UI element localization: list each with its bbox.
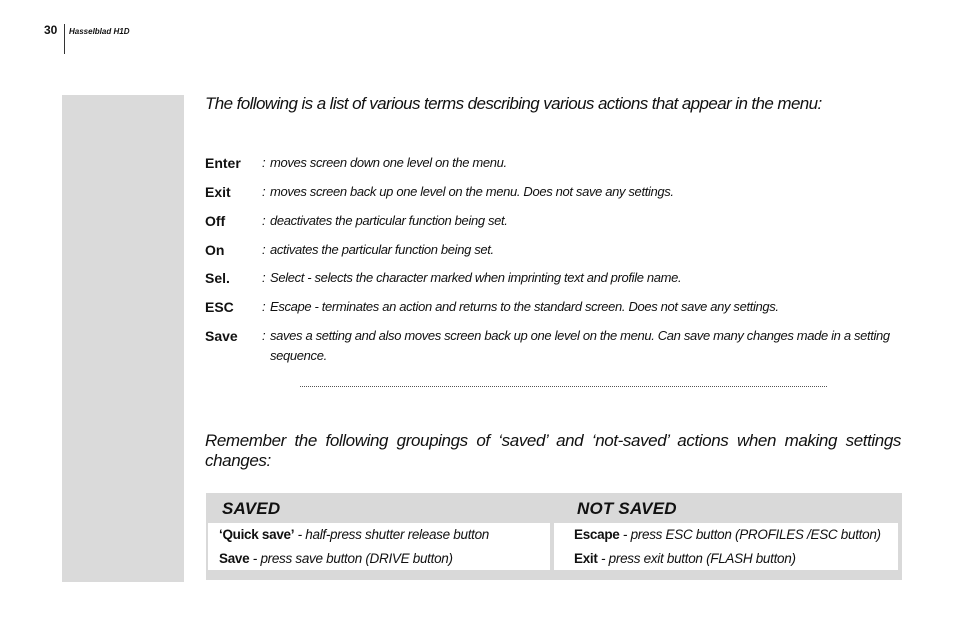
- term-key: Save: [205, 328, 238, 344]
- table-row: [574, 549, 796, 569]
- term-description: Escape - terminates an action and returns to the standard screen. Does not save any settings.: [270, 299, 779, 314]
- page-number: 30: [44, 23, 58, 37]
- term-colon: :: [262, 213, 266, 228]
- term-colon: :: [262, 184, 266, 199]
- saved-column: [208, 523, 550, 570]
- term-description: moves screen back up one level on the menu. Does not save any settings.: [270, 184, 674, 199]
- header-divider: [64, 24, 65, 54]
- manual-title: Hasselblad H1D: [69, 27, 130, 36]
- action-term: Escape: [574, 527, 620, 542]
- table-row: [574, 525, 881, 545]
- not-saved-heading: NOT SAVED: [577, 499, 677, 518]
- intro-text: The following is a list of various terms describing various actions that appear in the menu:: [205, 94, 822, 113]
- table-row: [219, 549, 453, 569]
- not-saved-column: [554, 523, 898, 570]
- action-description: - half-press shutter release button: [294, 527, 490, 542]
- action-description: - press save button (DRIVE button): [249, 551, 453, 566]
- term-description: activates the particular function being set.: [270, 242, 494, 257]
- term-colon: :: [262, 299, 266, 314]
- term-colon: :: [262, 270, 266, 285]
- action-term: ‘Quick save’: [219, 527, 295, 542]
- dotted-divider: [300, 386, 827, 387]
- action-description: - press ESC button (PROFILES /ESC button): [619, 527, 881, 542]
- remember-text: Remember the following groupings of ‘saved’ and ‘not-saved’ actions when making settings changes:: [205, 431, 901, 470]
- action-description: - press exit button (FLASH button): [597, 551, 796, 566]
- saved-table: [206, 493, 902, 580]
- sidebar-panel: [62, 95, 184, 582]
- term-key: ESC: [205, 299, 234, 315]
- term-key: Off: [205, 213, 226, 229]
- term-description: Select - selects the character marked when imprinting text and profile name.: [270, 270, 682, 285]
- term-key: Sel.: [205, 270, 230, 286]
- term-key: Exit: [205, 184, 231, 200]
- action-term: Save: [219, 551, 250, 566]
- saved-heading: SAVED: [222, 499, 281, 518]
- table-row: [219, 525, 489, 545]
- action-term: Exit: [574, 551, 598, 566]
- term-description: saves a setting and also moves screen back up one level on the menu. Can save many changes made in a setting sequence.: [270, 328, 890, 363]
- term-colon: :: [262, 242, 266, 257]
- term-colon: :: [262, 155, 266, 170]
- term-colon: :: [262, 328, 266, 343]
- term-key: On: [205, 242, 225, 258]
- term-description: deactivates the particular function being set.: [270, 213, 508, 228]
- term-key: Enter: [205, 155, 241, 171]
- term-description: moves screen down one level on the menu.: [270, 155, 507, 170]
